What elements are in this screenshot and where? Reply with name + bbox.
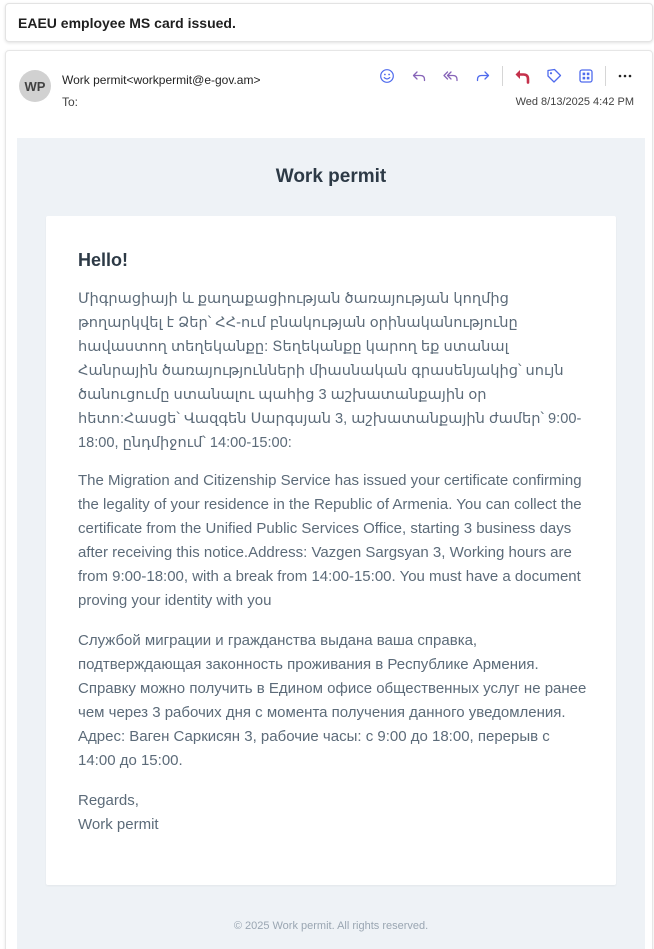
emoji-icon	[379, 68, 395, 84]
message-card	[5, 50, 653, 949]
email-content-card	[46, 216, 616, 885]
undo-reply-button[interactable]	[511, 65, 533, 87]
email-heading: Work permit	[275, 166, 387, 187]
message-toolbar	[366, 65, 636, 87]
apps-icon	[578, 68, 594, 84]
sender-avatar[interactable]	[19, 70, 51, 102]
forward-icon	[475, 68, 491, 84]
more-actions-button[interactable]	[614, 65, 636, 87]
undo-reply-icon	[513, 67, 531, 85]
reply-button[interactable]	[408, 65, 430, 87]
paragraph-english: The Migration and Citizenship Service has issued your certificate confirming the legality of your residence in the Republic of Armenia. You can collect the certificate from the Unified Public Services Office, starting 3 business days after receiving this notice.Address: Vazgen Sargsyan 3, Working hours are from 9:00-18:00, with a break from 14:00-15:00. You must have a document proving your identity with you	[78, 472, 582, 609]
paragraph-armenian: Միգրացիայի և քաղաքացիության ծառայության կողմից թողարկվել է Ձեր՝ ՀՀ-ում բնակության օրինականությունը հավաստող տեղեկանքը: Տեղեկանքը կարող եք ստանալ Հանրային ծառայությունների միասնական գրասենյակից՝ սույն ծանուցումը ստանալու պահից 3 աշխատանքային օր հետո:Հասցե՝ Վազգեն Սարգսյան 3, աշխատանքային ժամեր՝ 9:00-18:00, ընդմիջում՝ 14:00-15:00:	[78, 291, 582, 451]
regards-line: Regards,	[78, 792, 139, 809]
forward-button[interactable]	[472, 65, 494, 87]
paragraph-russian: Службой миграции и гражданства выдана ваша справка, подтверждающая законность проживания в Республике Армения. Справку можно получить в Едином офисе общественных услуг не ранее чем через 3 рабочих дня с момента получения данного уведомления. Адрес: Ваген Саркисян 3, рабочие часы: с 9:00 до 18:00, перерыв с 14:00 до 15:00.	[78, 632, 587, 769]
signature-name: Work permit	[78, 816, 159, 833]
toolbar-divider	[502, 66, 503, 86]
apps-button[interactable]	[575, 65, 597, 87]
sender-address[interactable]: Work permit<workpermit@e-gov.am>	[62, 73, 261, 87]
emoji-reaction-button[interactable]	[376, 65, 398, 87]
reply-all-button[interactable]	[440, 65, 462, 87]
email-subject: EAEU employee MS card issued.	[18, 15, 236, 31]
reply-all-icon	[443, 68, 459, 84]
toolbar-divider	[605, 66, 606, 86]
avatar-initials: WP	[24, 78, 46, 94]
greeting: Hello!	[78, 250, 129, 270]
categorize-button[interactable]	[543, 65, 565, 87]
email-footer: © 2025 Work permit. All rights reserved.	[233, 920, 429, 932]
recipient-label: To:	[62, 95, 79, 109]
subject-bar	[5, 3, 653, 42]
message-date: Wed 8/13/2025 4:42 PM	[515, 96, 634, 108]
more-icon	[617, 68, 633, 84]
email-body-frame	[17, 138, 645, 949]
tag-icon	[546, 68, 562, 84]
reply-icon	[411, 68, 427, 84]
signature-block	[78, 789, 590, 837]
